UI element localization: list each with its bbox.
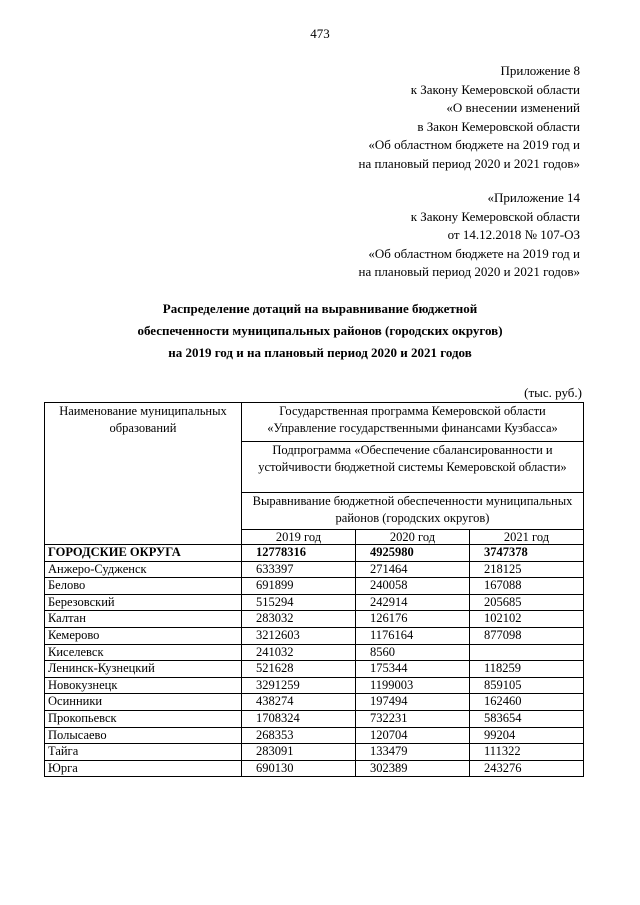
value-2020: 120704 <box>356 727 470 744</box>
municipality-name: Юрга <box>45 760 242 777</box>
value-2021: 111322 <box>470 744 584 761</box>
value-2021: 118259 <box>470 661 584 678</box>
year-header-2020: 2020 год <box>356 530 470 545</box>
value-2019: 3291259 <box>242 677 356 694</box>
value-2021: 243276 <box>470 760 584 777</box>
value-2021: 877098 <box>470 627 584 644</box>
municipality-name: Осинники <box>45 694 242 711</box>
value-2020: 4925980 <box>356 545 470 562</box>
appendix-line: к Закону Кемеровской области <box>410 208 580 224</box>
municipality-name: Кемерово <box>45 627 242 644</box>
value-2021: 167088 <box>470 578 584 595</box>
value-2020: 133479 <box>356 744 470 761</box>
subprogram-header: Подпрограмма «Обеспечение сбалансированности и устойчивости бюджетной системы Кемеровской области» <box>242 442 584 493</box>
municipality-name: Ленинск-Кузнецкий <box>45 661 242 678</box>
municipality-name: Киселевск <box>45 644 242 661</box>
value-2021 <box>470 644 584 661</box>
municipality-name: Березовский <box>45 594 242 611</box>
page-number: 473 <box>310 26 330 41</box>
value-2019: 268353 <box>242 727 356 744</box>
appendix-line: «О внесении изменений <box>446 100 580 116</box>
title-line: на 2019 год и на плановый период 2020 и 2021 годов <box>168 345 472 360</box>
table-row <box>45 727 584 744</box>
equalization-header: Выравнивание бюджетной обеспеченности муниципальных районов (городских округов) <box>242 493 584 530</box>
value-2021: 3747378 <box>470 545 584 562</box>
value-2019: 3212603 <box>242 627 356 644</box>
value-2021: 205685 <box>470 594 584 611</box>
value-2021: 102102 <box>470 611 584 628</box>
title-line: Распределение дотаций на выравнивание бюджетной <box>162 301 478 316</box>
municipality-name: Калтан <box>45 611 242 628</box>
value-2020: 175344 <box>356 661 470 678</box>
value-2019: 521628 <box>242 661 356 678</box>
table-row <box>45 578 584 595</box>
value-2020: 732231 <box>356 710 470 727</box>
table-row <box>45 644 584 661</box>
table-row <box>45 561 584 578</box>
table-row <box>45 611 584 628</box>
municipality-name: ГОРОДСКИЕ ОКРУГА <box>45 545 242 562</box>
value-2021: 583654 <box>470 710 584 727</box>
value-2019: 283032 <box>242 611 356 628</box>
appendix-14-header <box>359 189 581 282</box>
table-total-row <box>45 545 584 562</box>
municipality-name: Полысаево <box>45 727 242 744</box>
table-row <box>45 627 584 644</box>
municipality-name: Прокопьевск <box>45 710 242 727</box>
appendix-line: на плановый период 2020 и 2021 годов» <box>358 155 580 171</box>
year-header-2019: 2019 год <box>242 530 356 545</box>
value-2020: 8560 <box>356 644 470 661</box>
value-2021: 218125 <box>470 561 584 578</box>
value-2019: 690130 <box>242 760 356 777</box>
title-line: обеспеченности муниципальных районов (городских округов) <box>137 323 503 338</box>
municipality-name: Анжеро-Судженск <box>45 561 242 578</box>
value-2019: 438274 <box>242 694 356 711</box>
value-2020: 1199003 <box>356 677 470 694</box>
appendix-line: «Об областном бюджете на 2019 год и <box>368 245 580 261</box>
municipality-name: Тайга <box>45 744 242 761</box>
value-2019: 12778316 <box>242 545 356 562</box>
table-row <box>45 594 584 611</box>
value-2020: 197494 <box>356 694 470 711</box>
appendix-line: Приложение 8 <box>500 63 580 78</box>
name-column-header: Наименование муниципальных образований <box>45 403 242 545</box>
program-header: Государственная программа Кемеровской области «Управление государственными финансами Кузбасса» <box>242 403 584 442</box>
table-row <box>45 710 584 727</box>
value-2020: 242914 <box>356 594 470 611</box>
appendix-line: от 14.12.2018 № 107-ОЗ <box>447 227 580 243</box>
table-row <box>45 677 584 694</box>
appendix-line: к Закону Кемеровской области <box>410 81 580 97</box>
year-header-2021: 2021 год <box>470 530 584 545</box>
value-2021: 162460 <box>470 694 584 711</box>
value-2019: 633397 <box>242 561 356 578</box>
value-2021: 99204 <box>470 727 584 744</box>
document-title <box>0 298 640 364</box>
value-2019: 283091 <box>242 744 356 761</box>
value-2019: 1708324 <box>242 710 356 727</box>
value-2019: 691899 <box>242 578 356 595</box>
appendix-line: «Приложение 14 <box>487 190 580 205</box>
value-2020: 302389 <box>356 760 470 777</box>
appendix-line: на плановый период 2020 и 2021 годов» <box>358 264 580 280</box>
unit-label: (тыс. руб.) <box>524 385 582 400</box>
value-2021: 859105 <box>470 677 584 694</box>
value-2019: 241032 <box>242 644 356 661</box>
table-row <box>45 661 584 678</box>
appendix-line: «Об областном бюджете на 2019 год и <box>368 137 580 153</box>
table-row <box>45 760 584 777</box>
table-row <box>45 744 584 761</box>
appendix-line: в Закон Кемеровской области <box>417 118 580 134</box>
value-2020: 1176164 <box>356 627 470 644</box>
municipality-name: Белово <box>45 578 242 595</box>
value-2019: 515294 <box>242 594 356 611</box>
table-row <box>45 694 584 711</box>
value-2020: 240058 <box>356 578 470 595</box>
appendix-8-header <box>359 62 581 174</box>
municipality-name: Новокузнецк <box>45 677 242 694</box>
value-2020: 271464 <box>356 561 470 578</box>
subsidy-table <box>44 402 584 777</box>
value-2020: 126176 <box>356 611 470 628</box>
